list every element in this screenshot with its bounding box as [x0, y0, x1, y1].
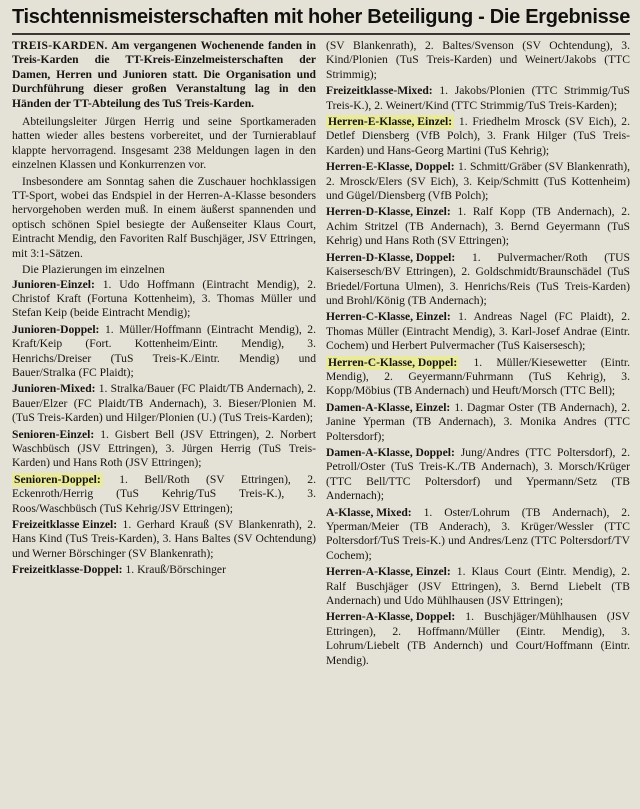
- result-entry: [12, 473, 316, 516]
- result-category: Freizeitklasse-Doppel:: [12, 563, 123, 577]
- result-text: 1. Jakobs/Plonien (TTC Strimmig/TuS Treis-K.), 2. Weinert/Kind (TTC Strimmig/TuS Treis-Karden);: [326, 84, 630, 112]
- result-text: 1. Stralka/Bauer (FC Plaidt/TB Andernach), 2. Bauer/Elzer (FC Plaidt/TB Andernach), 3. Bieser/Plonien M. (TuS Treis-Karden) und Hilger/Plonien (U.) (TuS Treis-Karden);: [12, 382, 316, 425]
- result-entry: [326, 610, 630, 668]
- result-text: 1. Bell/Roth (SV Ettringen), 2. Eckenroth/Herrig (TuS Kehrig/TuS Treis-K.), 3. Roos/Waschbüsch (TuS Kehrig/JSV Ettringen);: [12, 472, 316, 515]
- result-category: Herren-E-Klasse, Einzel:: [328, 115, 453, 129]
- result-category: Herren-D-Klasse, Einzel:: [326, 205, 451, 219]
- result-category: Senioren-Einzel:: [12, 427, 95, 441]
- result-text: 1. Pulvermacher/Roth (TUS Kaisersesch/BV Ettringen), 2. Goldschmidt/Braunschädel (TuS Briedel/Fortuna Ulmen), 3. Henrichs/Reis (TuS Treis-Karden) und Brohl/König (TB Andernach);: [326, 250, 630, 307]
- result-entry: [12, 563, 316, 577]
- result-entry: [12, 428, 316, 471]
- result-category: Herren-E-Klasse, Doppel:: [326, 160, 455, 174]
- intro-paragraph: [12, 39, 316, 111]
- result-text: 1. Schmitt/Gräber (SV Blankenrath), 2. Mrosck/Elers (SV Eich), 3. Keip/Schmitt (TuS Kottenheim) und Gügel/Diensberg (VfB Polch);: [326, 160, 630, 203]
- result-category: Herren-A-Klasse, Einzel:: [326, 565, 451, 579]
- result-text: 1. Gerhard Krauß (SV Blankenrath), 2. Hans Kind (TuS Treis-Karden), 3. Hans Baltes (SV Ochtendung) und Werner Börschinger (SV Blankenrath);: [12, 518, 316, 560]
- intro-text: Am vergangenen Wochenende fanden in Treis-Karden die TT-Kreis-Einzelmeisterschaften der Damen, Herren und Junioren statt. Die Organisation und Durchführung dieser großen Veranstaltung lag in den Händen der TT-Abteilung des TuS Treis-Karden.: [12, 39, 316, 110]
- result-category: Herren-A-Klasse, Doppel:: [326, 610, 456, 624]
- column-left: [12, 39, 316, 809]
- result-text: 1. Buschjäger/Mühlhausen (JSV Ettringen), 2. Hoffmann/Müller (Eintr. Mendig), 3. Lohrum/Liebelt (TB Andernch) und Court/Hoffmann (Eintr. Mendig).: [326, 610, 630, 667]
- result-text: 1. Udo Hoffmann (Eintracht Mendig), 2. Christof Kraft (Fortuna Kottenheim), 3. Thomas Müller und Stefan Keip (beide Eintracht Mendig);: [12, 277, 316, 320]
- results-list-right: [326, 84, 630, 668]
- result-text: 1. Oster/Lohrum (TB Andernach), 2. Yperman/Meier (TB Anderach), 3. Krüger/Wessler (TTC Poltersdorf/TuS Treis-K.) und Andres/Lenz (TTC Poltersdorf/TV Cochem);: [326, 505, 630, 562]
- headline: Tischtennismeisterschaften mit hoher Beteiligung - Die Ergebnisse: [12, 6, 631, 28]
- result-category: Damen-A-Klasse, Einzel:: [326, 400, 451, 414]
- result-text: 1. Ralf Kopp (TB Andernach), 2. Achim Stritzel (TB Andernach), 3. Bernd Geyermann (TuS Kehrig) und Hans Roth (SV Ettringen);: [326, 205, 630, 248]
- result-category: Herren-C-Klasse, Doppel:: [328, 355, 458, 369]
- result-entry: [12, 323, 316, 381]
- result-text: 1. Müller/Hoffmann (Eintracht Mendig), 2. Kraft/Keip (Fort. Kottenheim/Eintr. Mendig), 3. Henrichs/Dreiser (TuS Treis-K./Eintr. Mendig) und Bauer/Stralka (FC Plaidt);: [12, 322, 316, 379]
- result-text: 1. Friedhelm Mrosck (SV Eich), 2. Detlef Diensberg (VfB Polch), 3. Frank Hilger (TuS Treis-Karden) und Hans-Georg Martini (TuS Kehrig);: [326, 115, 630, 157]
- results-list-left: [12, 278, 316, 578]
- result-text: 1. Müller/Kiesewetter (Eintr. Mendig), 2. Geyermann/Fuhrmann (TuS Kehrig), 3. Kopp/Möbius (TB Andernach) und Heuft/Morsch (TTC Bell);: [326, 355, 630, 398]
- result-entry: [326, 160, 630, 203]
- result-entry: [326, 115, 630, 158]
- result-entry: [326, 401, 630, 444]
- result-text: 1. Gisbert Bell (JSV Ettringen), 2. Norbert Waschbüsch (JSV Ettringen), 3. Jürgen Herrig (TuS Treis-Karden) und Hans Roth (JSV Ettringen);: [12, 427, 316, 470]
- result-entry: [326, 446, 630, 504]
- result-entry: [326, 565, 630, 608]
- column-right: [326, 39, 630, 799]
- body-paragraph: Insbesondere am Sonntag sahen die Zuschauer hochklassigen TT-Sport, wobei das Endspiel in der Herren-A-Klasse besonders hervorgehoben werden muß. In einem äußerst spannenden und optisch schönen Spiel besiegte der Außenseiter Klaus Court, Eintracht Mendig, den Favoriten Ralf Buschjäger, JSV Ettringen, mit 3:1-Sätzen.: [12, 174, 316, 260]
- result-entry: [326, 506, 630, 564]
- result-category: Junioren-Einzel:: [12, 277, 95, 291]
- result-text: 1. Andreas Nagel (FC Plaidt), 2. Thomas Müller (Eintracht Mendig), 3. Karl-Josef Andrae (Eintr. Cochem) und Herbert Pulvermacher (TuS Kaisersesch);: [326, 310, 630, 353]
- result-entry: [326, 205, 630, 248]
- result-category: Herren-D-Klasse, Doppel:: [326, 250, 456, 264]
- result-category: Senioren-Doppel:: [14, 472, 101, 486]
- result-entry: [12, 382, 316, 425]
- result-entry: [326, 310, 630, 353]
- dateline: TREIS-KARDEN.: [12, 39, 108, 52]
- result-category: A-Klasse, Mixed:: [326, 505, 412, 519]
- result-entry: [326, 84, 630, 113]
- result-entry: [326, 356, 630, 399]
- placements-intro: Die Plazierungen im einzelnen: [22, 263, 165, 277]
- result-category: Damen-A-Klasse, Doppel:: [326, 445, 455, 459]
- result-entry: [326, 251, 630, 309]
- result-text: Jung/Andres (TTC Poltersdorf), 2. Petroll/Oster (TuS Treis-K./TB Andernach), 3. Morsch/Krüger (TTC Bell/TTC Poltersdorf) und Ypermann/Setz (TB Andernach);: [326, 445, 630, 503]
- article-columns: [12, 39, 630, 809]
- result-entry: [12, 278, 316, 321]
- result-category: Herren-C-Klasse, Einzel:: [326, 310, 451, 324]
- result-category: Freizeitklasse Einzel:: [12, 518, 118, 531]
- result-category: Freizeitklasse-Mixed:: [326, 84, 433, 98]
- headline-rule: [12, 33, 630, 35]
- body-paragraph: Abteilungsleiter Jürgen Herrig und seine Sportkameraden hatten wieder alles bestens vorbereitet, und der Turnierablauf klappte hervorragend. Insgesamt 238 Meldungen lagen in den einzelnen Klassen und Konkurrenzen vor.: [12, 115, 316, 172]
- result-text: 1. Krauß/Börschinger: [125, 563, 226, 577]
- results-continuation: (SV Blankenrath), 2. Baltes/Svenson (SV Ochtendung), 3. Kind/Plonien (TuS Treis-Karden) und Weinert/Jakobs (TTC Strimmig);: [326, 39, 630, 81]
- result-category: Junioren-Mixed:: [12, 382, 96, 396]
- result-category: Junioren-Doppel:: [12, 322, 100, 336]
- result-text: 1. Klaus Court (Eintr. Mendig), 2. Ralf Buschjäger (JSV Ettringen), 3. Bernd Liebelt (TB Andernach) und Udo Mühlhausen (JSV Ettringen);: [326, 565, 630, 608]
- result-entry: [12, 518, 316, 561]
- result-text: 1. Dagmar Oster (TB Andernach), 2. Janine Yperman (TB Andernach), 3. Monika Andres (TTC Poltersdorf);: [326, 400, 630, 443]
